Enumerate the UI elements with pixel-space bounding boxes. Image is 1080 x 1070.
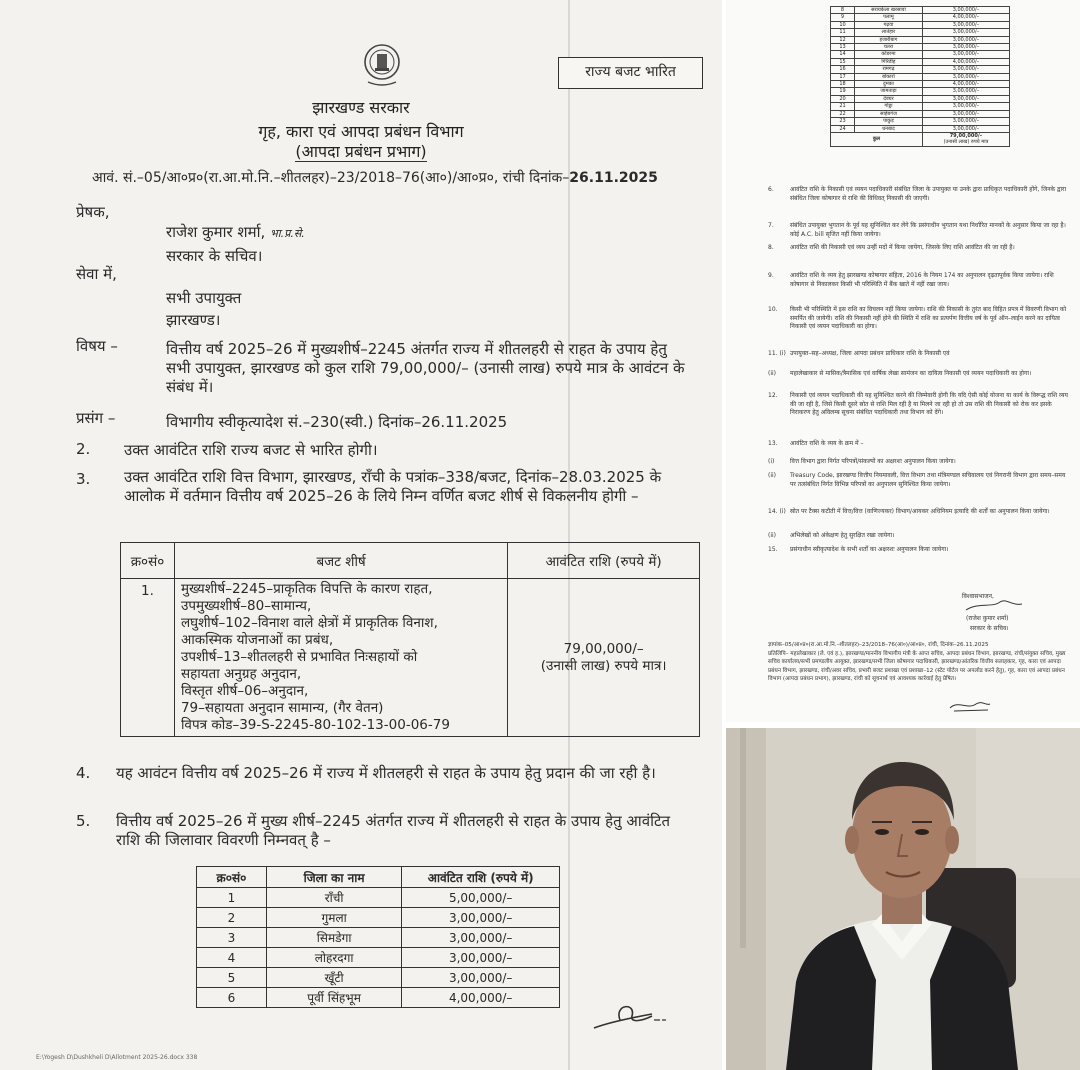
recipient-line-1: सभी उपायुक्त — [166, 289, 242, 307]
district-name: गिरिडीह — [855, 58, 923, 65]
district-amount: 3,00,000/– — [922, 110, 1009, 117]
table-row — [831, 7, 1010, 14]
district-amount: 3,00,000/– — [922, 73, 1009, 80]
table-row — [197, 948, 560, 968]
budget-serial: 1. — [121, 579, 175, 737]
term-item — [768, 272, 1068, 289]
recipient-line-2: झारखण्ड। — [166, 311, 221, 329]
term-number: 6. — [768, 186, 774, 193]
signature-mark-icon — [948, 698, 992, 712]
point-2-number: 2. — [76, 440, 91, 458]
term-number: 9. — [768, 272, 774, 279]
district-serial: 11 — [831, 29, 855, 36]
term-item — [768, 472, 1068, 489]
district-amount: 3,00,000/– — [922, 29, 1009, 36]
district-serial: 22 — [831, 110, 855, 117]
total-amount-cell: 79,00,000/– (उनासी लाख) रुपये मात्र — [922, 132, 1009, 146]
district-amount: 4,00,000/– — [922, 58, 1009, 65]
district-name: सरायकेला खरसावां — [855, 7, 923, 14]
term-text: आवंटित राशि की निकासी एवं व्यय उन्हीं मदों में किया जायेगा, जिसके लिए राशि आवंटित की जा रही है। — [790, 244, 1015, 251]
term-text: प्रसंगाधीन स्वीकृत्यादेश के सभी शर्तों का अक्षरशः अनुपालन किया जायेगा। — [790, 546, 949, 553]
term-text: आवंटित राशि के व्यय हेतु झारखण्ड कोषागार संहिता, 2016 के नियम 174 का अनुपालन दृढ़तापूर्वक किया जायेगा। राशि कोषागार से निकालकर किसी भी परिस्थिति में बैंक खाते में नहीं रखा जाय। — [790, 272, 1054, 288]
district-amount: 3,00,000/– — [402, 928, 560, 948]
table-row — [831, 73, 1010, 80]
district-name: साहेबगंज — [855, 110, 923, 117]
district-amount: 3,00,000/– — [922, 118, 1009, 125]
district-amount: 3,00,000/– — [922, 36, 1009, 43]
term-number: (i) — [768, 458, 775, 465]
reference-number: आवं. सं.–05/आ०प्र०(रा.आ.मो.नि.–शीतलहर)–23/2018–76(आ०)/आ०प्र०, रांची दिनांक– — [92, 170, 570, 186]
district-name: बोकारो — [855, 73, 923, 80]
sender-name: राजेश कुमार शर्मा, भा.प्र.से. — [166, 223, 305, 241]
table-row — [197, 888, 560, 908]
budget-head-line: विपत्र कोड–39-S-2245-80-102-13-00-06-79 — [180, 717, 450, 733]
district-serial: 20 — [831, 95, 855, 102]
district-name: पाकुड़ — [855, 118, 923, 125]
subject-label: विषय – — [76, 337, 118, 355]
budget-head-line: उपशीर्ष–13–शीतलहरी से प्रभावित निःसहायों को — [180, 649, 418, 665]
term-text: आवंटित राशि के निकासी एवं व्ययन पदाधिकारी संबंधित जिला के उपायुक्त या उनके द्वारा प्राधिकृत पदाधिकारी होंगे, जिनके द्वारा संबंधित जिला कोषागार से राशि की विधिवत् निकासी की जाएगी। — [790, 186, 1067, 202]
district-col-serial: क्र०सं० — [197, 867, 267, 888]
budget-col-serial: क्र०सं० — [121, 543, 175, 579]
table-row — [831, 14, 1010, 21]
district-serial: 16 — [831, 66, 855, 73]
term-text: वित्त विभाग द्वारा निर्गत परिपत्रों/संकल्पों का अक्षरशः अनुपालन किया जायेगा। — [790, 458, 956, 465]
reference-line — [92, 168, 658, 187]
district-serial: 9 — [831, 14, 855, 21]
district-name: गढ़वा — [855, 21, 923, 28]
term-number: 11. (i) — [768, 350, 786, 357]
district-name: जामताड़ा — [855, 88, 923, 95]
point-4-number: 4. — [76, 764, 91, 782]
term-item — [768, 458, 1068, 467]
copy-reference: ज्ञापांक–05/आ०प्र०(रा.आ.मो.नि.–शीतलहर)–23/2018–76(आ०)/आ०प्र०, रांची, दिनांक–26.11.2025 — [768, 642, 989, 648]
district-amount: 5,00,000/– — [402, 888, 560, 908]
term-text: आवंटित राशि के व्यय के क्रम में – — [790, 440, 864, 447]
district-serial: 4 — [197, 948, 267, 968]
table-row — [831, 29, 1010, 36]
budget-head-table — [120, 542, 700, 737]
official-photo — [726, 728, 1080, 1070]
term-number: 13. — [768, 440, 778, 447]
district-name: गुमला — [266, 908, 402, 928]
district-amount: 3,00,000/– — [922, 125, 1009, 132]
district-serial: 5 — [197, 968, 267, 988]
person-portrait-image — [726, 728, 1080, 1070]
table-row — [831, 58, 1010, 65]
term-number: 15. — [768, 546, 778, 553]
table-row — [197, 928, 560, 948]
district-serial: 15 — [831, 58, 855, 65]
term-item — [768, 244, 1068, 253]
term-text: स्रोत पर टैक्स कटौती में वित्त/वित्त (वाणिज्यकर) विभाग/आयकर अधिनियम इत्यादि की शर्तों का अनुपालन किया जायेगा। — [790, 508, 1050, 515]
district-amount: 3,00,000/– — [922, 44, 1009, 51]
budget-head-line: उपमुख्यशीर्ष–80–सामान्य, — [180, 598, 312, 614]
budget-head-line: विस्तृत शीर्ष–06–अनुदान, — [180, 683, 309, 699]
table-row — [831, 88, 1010, 95]
term-item — [768, 546, 1068, 555]
table-row — [831, 110, 1010, 117]
table-row — [831, 81, 1010, 88]
district-name: लातेहार — [855, 29, 923, 36]
term-text: संबंधित उपायुक्त भुगतान के पूर्व यह सुनिश्चित कर लेंगे कि प्रसंगाधीन भुगतान यथा निर्धारित मानकों के अनुसार किया जा रहा है। कोई A.C. bill सृजित नहीं किया जायेगा। — [790, 222, 1066, 238]
budget-amount-cell — [508, 579, 700, 737]
district-name: गोड्डा — [855, 103, 923, 110]
context-text: विभागीय स्वीकृत्यादेश सं.–230(स्वी.) दिनांक–26.11.2025 — [166, 413, 508, 431]
district-amount: 3,00,000/– — [922, 21, 1009, 28]
district-serial: 12 — [831, 36, 855, 43]
context-label: प्रसंग – — [76, 409, 116, 427]
district-amount: 3,00,000/– — [922, 88, 1009, 95]
district-serial: 10 — [831, 21, 855, 28]
table-row — [831, 103, 1010, 110]
total-label: कुल — [831, 132, 923, 146]
district-amount: 3,00,000/– — [922, 103, 1009, 110]
budget-col-amount: आवंटित राशि (रुपये में) — [508, 543, 700, 579]
jharkhand-emblem-icon — [362, 42, 402, 90]
table-row — [197, 908, 560, 928]
govt-name-heading: झारखण्ड सरकार — [312, 98, 410, 117]
budget-head-line: सहायता अनुग्रह अनुदान, — [180, 666, 302, 682]
term-number: (ii) — [768, 472, 777, 479]
table-row — [831, 125, 1010, 132]
term-number: (ii) — [768, 532, 777, 539]
term-text: किसी भी परिस्थिति में इस राशि का विचलन नहीं किया जायेगा। राशि की निकासी के तुरंत बाद विहित प्रपत्र में विवरणी विभाग को समर्पित की जायेगी। राशि की निकासी नहीं होने की स्थिति में राशि का प्रत्यर्पण वित्तीय वर्ष के पूर्व ऑन–लाईन करने का दायित्व निकासी एवं व्ययन पदाधिकारी का होगा। — [790, 306, 1067, 330]
district-amount: 4,00,000/– — [402, 988, 560, 1008]
term-item — [768, 508, 1068, 517]
budget-table-header — [121, 543, 700, 579]
sender-service: भा.प्र.से. — [270, 227, 305, 240]
district-serial: 3 — [197, 928, 267, 948]
district-amount: 4,00,000/– — [922, 14, 1009, 21]
district-amount: 4,00,000/– — [922, 81, 1009, 88]
point-3-text: उक्त आवंटित राशि वित्त विभाग, झारखण्ड, राँची के पत्रांक–338/बजट, दिनांक–28.03.2025 के आलोक में वर्तमान वित्तीय वर्ष 2025–26 के लिये निम्न वर्णित बजट शीर्ष से विकलनीय होगी – — [124, 468, 662, 505]
district-serial: 21 — [831, 103, 855, 110]
district-name: हजारीबाग — [855, 36, 923, 43]
district-amount: 3,00,000/– — [402, 968, 560, 988]
point-2-text: उक्त आवंटित राशि राज्य बजट से भारित होगी। — [124, 441, 378, 459]
district-table-header — [197, 867, 560, 888]
sender-designation: सरकार के सचिव। — [166, 247, 263, 265]
district-name: दुमका — [855, 81, 923, 88]
signatory-name: (राजेश कुमार शर्मा) — [966, 615, 1009, 622]
signature-mark-icon — [964, 598, 1024, 612]
district-name: राँची — [266, 888, 402, 908]
budget-table-row — [121, 579, 700, 737]
sender-label: प्रेषक, — [76, 203, 110, 221]
district-amount: 3,00,000/– — [402, 948, 560, 968]
table-row — [831, 36, 1010, 43]
district-allotment-table-continued — [830, 6, 1010, 147]
district-serial: 23 — [831, 118, 855, 125]
table-row — [831, 44, 1010, 51]
table-row — [831, 51, 1010, 58]
file-path-footer: E:\Yogesh D\Dushkheli D\Allotment 2025-26.docx 338 — [36, 1054, 198, 1061]
district-name: सिमडेगा — [266, 928, 402, 948]
district-name: रामगढ़ — [855, 66, 923, 73]
term-number: 12. — [768, 392, 778, 399]
district-name: कोडरमा — [855, 51, 923, 58]
term-number: 8. — [768, 244, 774, 251]
point-5-text: वित्तीय वर्ष 2025–26 में मुख्य शीर्ष–2245 अंतर्गत राज्य में शीतलहरी से राहत के उपाय हेतु आवंटित राशि की जिलावार विवरणी निम्नवत् है – — [116, 812, 671, 849]
term-text: महालेखाकार से मासिक/त्रैमासिक एवं वार्षिक लेखा सामंजन का दायित्व निकासी एवं व्ययन पदाधिकारी का होगा। — [790, 370, 1032, 377]
closing-salutation: विश्वासभाजन, — [962, 593, 994, 600]
term-item — [768, 222, 1068, 239]
recipient-label: सेवा में, — [76, 265, 117, 283]
district-col-name: जिला का नाम — [266, 867, 402, 888]
district-serial: 6 — [197, 988, 267, 1008]
reference-date: 26.11.2025 — [569, 170, 658, 186]
term-number: (ii) — [768, 370, 777, 377]
term-text: अभिलेखों को अंकेक्षण हेतु सुरक्षित रखा जायेगा। — [790, 532, 895, 539]
budget-col-head: बजट शीर्ष — [174, 543, 507, 579]
term-number: 10. — [768, 306, 778, 313]
district-name: पलामू — [855, 14, 923, 21]
district-name: धनबाद — [855, 125, 923, 132]
term-item — [768, 532, 1068, 541]
district-amount: 3,00,000/– — [922, 7, 1009, 14]
district-serial: 13 — [831, 44, 855, 51]
district-name: पूर्वी सिंहभूम — [266, 988, 402, 1008]
table-row — [831, 21, 1010, 28]
district-name: लोहरदगा — [266, 948, 402, 968]
district-allotment-table — [196, 866, 560, 1008]
term-number: 14. (i) — [768, 508, 786, 515]
budget-head-line: 79–सहायता अनुदान सामान्य, (गैर वेतन) — [180, 700, 384, 716]
district-serial: 24 — [831, 125, 855, 132]
budget-head-line: मुख्यशीर्ष–2245–प्राकृतिक विपत्ति के कारण राहत, — [180, 581, 433, 597]
term-item — [768, 306, 1068, 332]
district-col-amount: आवंटित राशि (रुपये में) — [402, 867, 560, 888]
district-amount: 3,00,000/– — [922, 51, 1009, 58]
point-3-number: 3. — [76, 470, 91, 488]
district-serial: 19 — [831, 88, 855, 95]
table-row — [197, 968, 560, 988]
term-text: उपायुक्त–सह–अध्यक्ष, जिला आपदा प्रबंधन प्राधिकार राशि के निकासी एवं — [790, 350, 950, 357]
point-5-number: 5. — [76, 812, 91, 830]
district-serial: 14 — [831, 51, 855, 58]
district-serial: 18 — [831, 81, 855, 88]
table-row — [831, 118, 1010, 125]
term-text: निकासी एवं व्ययन पदाधिकारी की यह सुनिश्चित करने की जिम्मेवारी होगी कि यदि ऐसी कोई योजना या कार्य के विरूद्ध राशि व्यय की जा रही है, जिसे किसी दूसरे स्रोत से राशि मिल रही है या मिलने जा रही हो तो उस राशि की निकासी को रोक कर इसके निराकरण हेतु अविलम्ब सूचना संबंधित पदाधिकारी तथा विभाग को देंगे। — [790, 392, 1068, 416]
table-row — [831, 66, 1010, 73]
district-serial: 1 — [197, 888, 267, 908]
allotment-letter-page-2 — [726, 0, 1080, 722]
district-amount: 3,00,000/– — [402, 908, 560, 928]
district-name: खूँटी — [266, 968, 402, 988]
division-heading: (आपदा प्रबंधन प्रभाग) — [295, 142, 427, 161]
signature-mark-icon — [590, 998, 670, 1032]
term-item — [768, 350, 1068, 359]
budget-amount-figure: 79,00,000/– — [563, 640, 644, 657]
term-item — [768, 440, 1068, 449]
table-row — [831, 95, 1010, 102]
term-item — [768, 392, 1068, 418]
department-heading: गृह, कारा एवं आपदा प्रबंधन विभाग — [258, 122, 464, 141]
state-budget-charged-stamp: राज्य बजट भारित — [558, 57, 703, 89]
table-row — [197, 988, 560, 1008]
term-item — [768, 370, 1068, 379]
term-item — [768, 186, 1068, 203]
budget-head-cell — [174, 579, 507, 737]
district-amount: 3,00,000/– — [922, 95, 1009, 102]
district-serial: 8 — [831, 7, 855, 14]
term-text: Treasury Code, झारखण्ड वित्तीय नियमावली, वित्त विभाग तथा मंत्रिमण्डल सचिवालय एवं निगरानी विभाग द्वारा समय–समय पर तत्संबंधित निर्गत विभिन्न परिपत्रों का अनुपालन सुनिश्चित किया जायेगा। — [790, 472, 1066, 488]
signatory-title: सरकार के सचिव। — [970, 625, 1009, 632]
district-serial: 2 — [197, 908, 267, 928]
budget-head-line: आकस्मिक योजनाओं का प्रबंध, — [180, 632, 334, 648]
district-name: देवघर — [855, 95, 923, 102]
subject-text: वित्तीय वर्ष 2025–26 में मुख्यशीर्ष–2245 अंतर्गत राज्य में शीतलहरी से राहत के उपाय हेतु सभी उपायुक्त, झारखण्ड को कुल राशि 79,00,000/– (उनासी लाख) रुपये मात्र के आवंटन के संबंध में। — [166, 340, 685, 396]
district-amount: 3,00,000/– — [922, 66, 1009, 73]
table-total-row — [831, 132, 1010, 146]
district-name: चतरा — [855, 44, 923, 51]
district-serial: 17 — [831, 73, 855, 80]
budget-head-line: लघुशीर्ष–102–विनाश वाले क्षेत्रों में प्राकृतिक विनाश, — [180, 615, 438, 631]
copy-distribution-text: प्रतिलिपि– महालेखाकार (ले. एवं ह.), झारखण्ड/माननीय विभागीय मंत्री के आप्त सचिव, आपदा प्रबंधन विभाग, झारखण्ड, रांची/संयुक्त सचिव, मुख्य सचिव कार्यालय/सभी प्रमण्डलीय आयुक्त, झारखण्ड/सभी जिला कोषागार पदाधिकारी, झारखण्ड/आंतरिक वित्तीय सलाहकार, गृह, कारा एवं आपदा प्रबंधन विभाग, झारखण्ड, रांची/अवर सचिव, प्रभारी बजट प्रशाखा एवं प्रशाखा–12 (स्टेट पोर्टल पर अपलोड करने हेतु), गृह, कारा एवं आपदा प्रबंधन विभाग (आपदा प्रबंधन प्रभाग), झारखण्ड, रांची को सूचनार्थ एवं आवश्यक कार्रवाई हेतु प्रेषित। — [768, 651, 1066, 682]
point-4-text: यह आवंटन वित्तीय वर्ष 2025–26 में राज्य में शीतलहरी से राहत के उपाय हेतु प्रदान की जा रही है। — [116, 764, 656, 782]
budget-amount-words: (उनासी लाख) रुपये मात्र। — [540, 657, 667, 674]
term-number: 7. — [768, 222, 774, 229]
